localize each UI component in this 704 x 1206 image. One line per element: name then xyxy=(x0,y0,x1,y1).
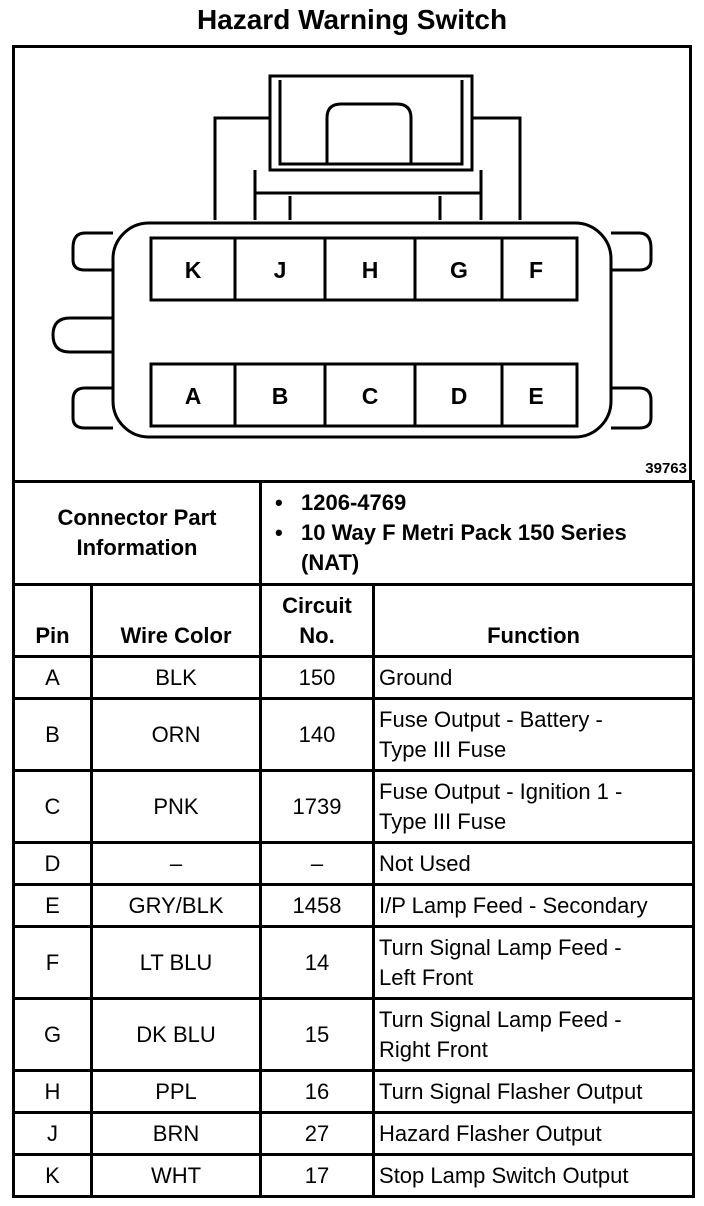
header-function: Function xyxy=(374,585,694,657)
cell-wire-color: LT BLU xyxy=(92,927,261,999)
cell-function: Hazard Flasher Output xyxy=(374,1113,694,1155)
figure-number: 39763 xyxy=(645,460,687,477)
cell-circuit: 14 xyxy=(261,927,374,999)
cavity-label: J xyxy=(273,257,287,283)
cell-function: Fuse Output - Battery - Type III Fuse xyxy=(374,699,694,771)
cavity-label: B xyxy=(271,383,289,409)
cell-wire-color: GRY/BLK xyxy=(92,885,261,927)
cell-circuit: 15 xyxy=(261,999,374,1071)
cavity-label: C xyxy=(361,383,379,409)
table-row xyxy=(14,771,694,843)
cell-wire-color: PNK xyxy=(92,771,261,843)
cell-circuit: 16 xyxy=(261,1071,374,1113)
cavity-label: E xyxy=(528,383,544,409)
cell-wire-color: BLK xyxy=(92,657,261,699)
cell-circuit: 150 xyxy=(261,657,374,699)
table-row xyxy=(14,1113,694,1155)
cell-pin: C xyxy=(14,771,92,843)
cell-pin: D xyxy=(14,843,92,885)
connector-part-info xyxy=(261,482,694,585)
table-row xyxy=(14,885,694,927)
connector-part-label: Connector Part Information xyxy=(14,482,261,585)
cell-pin: F xyxy=(14,927,92,999)
cavity-label: A xyxy=(184,383,202,409)
table-body xyxy=(14,657,694,1197)
page-title: Hazard Warning Switch xyxy=(196,4,508,35)
cavity-label: G xyxy=(450,257,468,283)
cell-pin: E xyxy=(14,885,92,927)
header-wire-color: Wire Color xyxy=(92,585,261,657)
cell-circuit: 1739 xyxy=(261,771,374,843)
cell-function: Fuse Output - Ignition 1 - Type III Fuse xyxy=(374,771,694,843)
connector-diagram xyxy=(12,45,692,481)
table-row xyxy=(14,1071,694,1113)
cell-circuit: 27 xyxy=(261,1113,374,1155)
header-circuit: Circuit No. xyxy=(261,585,374,657)
cell-circuit: 17 xyxy=(261,1155,374,1197)
table-row xyxy=(14,699,694,771)
header-row xyxy=(14,585,694,657)
cell-pin: G xyxy=(14,999,92,1071)
cavity-label: D xyxy=(450,383,468,409)
cell-circuit: 140 xyxy=(261,699,374,771)
cavity-label: K xyxy=(184,257,202,283)
table-row xyxy=(14,657,694,699)
table-row xyxy=(14,843,694,885)
cell-pin: H xyxy=(14,1071,92,1113)
cell-circuit: 1458 xyxy=(261,885,374,927)
table-row xyxy=(14,1155,694,1197)
connector-part-row xyxy=(14,482,694,585)
cell-pin: A xyxy=(14,657,92,699)
cell-wire-color: WHT xyxy=(92,1155,261,1197)
cell-pin: J xyxy=(14,1113,92,1155)
cell-function: Turn Signal Lamp Feed - Right Front xyxy=(374,999,694,1071)
cell-wire-color: BRN xyxy=(92,1113,261,1155)
part-info-item: • 10 Way F Metri Pack 150 Series (NAT) xyxy=(275,520,627,575)
cavity-label: H xyxy=(361,257,379,283)
pinout-table xyxy=(12,480,695,1198)
cell-wire-color: ORN xyxy=(92,699,261,771)
cell-function: Stop Lamp Switch Output xyxy=(374,1155,694,1197)
cell-circuit: – xyxy=(261,843,374,885)
cell-function: I/P Lamp Feed - Secondary xyxy=(374,885,694,927)
connector-face-drawing xyxy=(15,48,695,484)
part-info-item: • 1206-4769 xyxy=(275,490,407,515)
cell-pin: K xyxy=(14,1155,92,1197)
cell-wire-color: – xyxy=(92,843,261,885)
cell-function: Ground xyxy=(374,657,694,699)
table-row xyxy=(14,927,694,999)
cell-function: Turn Signal Flasher Output xyxy=(374,1071,694,1113)
cell-function: Not Used xyxy=(374,843,694,885)
header-pin: Pin xyxy=(14,585,92,657)
cell-pin: B xyxy=(14,699,92,771)
cell-function: Turn Signal Lamp Feed - Left Front xyxy=(374,927,694,999)
table-row xyxy=(14,999,694,1071)
cell-wire-color: DK BLU xyxy=(92,999,261,1071)
cavity-label: F xyxy=(528,257,544,283)
cell-wire-color: PPL xyxy=(92,1071,261,1113)
